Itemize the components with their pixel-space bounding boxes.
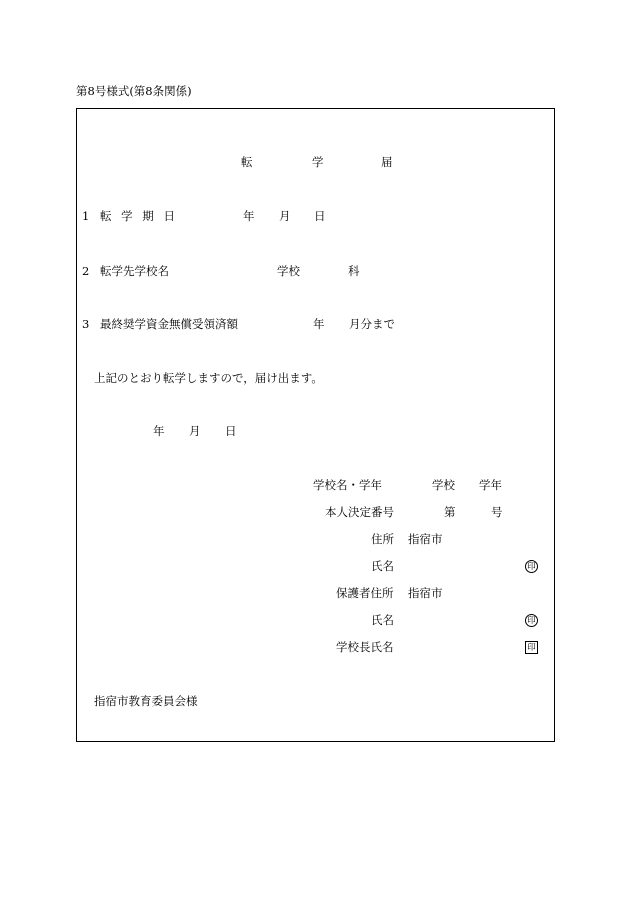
- title-char-1: 転: [241, 155, 253, 169]
- addressee: 指宿市教育委員会様: [94, 694, 198, 708]
- item2-dept-suffix: 科: [348, 264, 360, 278]
- address-value: 指宿市: [408, 532, 443, 546]
- item1-month: 月: [279, 209, 291, 223]
- item3-label: 最終奨学資金無償受領済額: [100, 317, 238, 331]
- school-grade-label: 学校名・学年: [313, 478, 382, 492]
- address-label: 住所: [371, 532, 394, 546]
- item2-label: 転学先学校名: [100, 264, 169, 278]
- name-label: 氏名: [371, 559, 394, 573]
- seal-mark-guardian: 印: [525, 614, 538, 627]
- decision-number-prefix: 第: [444, 505, 456, 519]
- date-day: 日: [225, 424, 237, 438]
- item2-number: 2: [82, 264, 90, 278]
- guardian-name-label: 氏名: [371, 613, 394, 627]
- title-char-3: 届: [381, 155, 393, 169]
- form-box: [76, 108, 555, 742]
- title-char-2: 学: [312, 155, 324, 169]
- principal-name-label: 学校長氏名: [336, 640, 394, 654]
- item1-day: 日: [314, 209, 326, 223]
- school-suffix: 学校: [432, 478, 455, 492]
- decision-number-label: 本人決定番号: [325, 505, 394, 519]
- form-number-label: 第8号様式(第8条関係): [76, 84, 192, 98]
- statement-text: 上記のとおり転学しますので，届け出ます。: [94, 371, 323, 385]
- date-year: 年: [153, 424, 165, 438]
- item1-number: 1: [82, 209, 90, 223]
- decision-number-suffix: 号: [491, 505, 503, 519]
- item2-school-suffix: 学校: [277, 264, 300, 278]
- guardian-address-label: 保護者住所: [336, 586, 394, 600]
- item3-number: 3: [82, 317, 90, 331]
- item1-label: 転 学 期 日: [100, 209, 178, 223]
- date-month: 月: [189, 424, 201, 438]
- seal-mark-principal: 印: [525, 641, 538, 654]
- item3-month-until: 月分まで: [349, 317, 395, 331]
- seal-mark-applicant: 印: [525, 560, 538, 573]
- item3-year: 年: [313, 317, 325, 331]
- guardian-address-value: 指宿市: [408, 586, 443, 600]
- grade-suffix: 学年: [479, 478, 502, 492]
- item1-year: 年: [243, 209, 255, 223]
